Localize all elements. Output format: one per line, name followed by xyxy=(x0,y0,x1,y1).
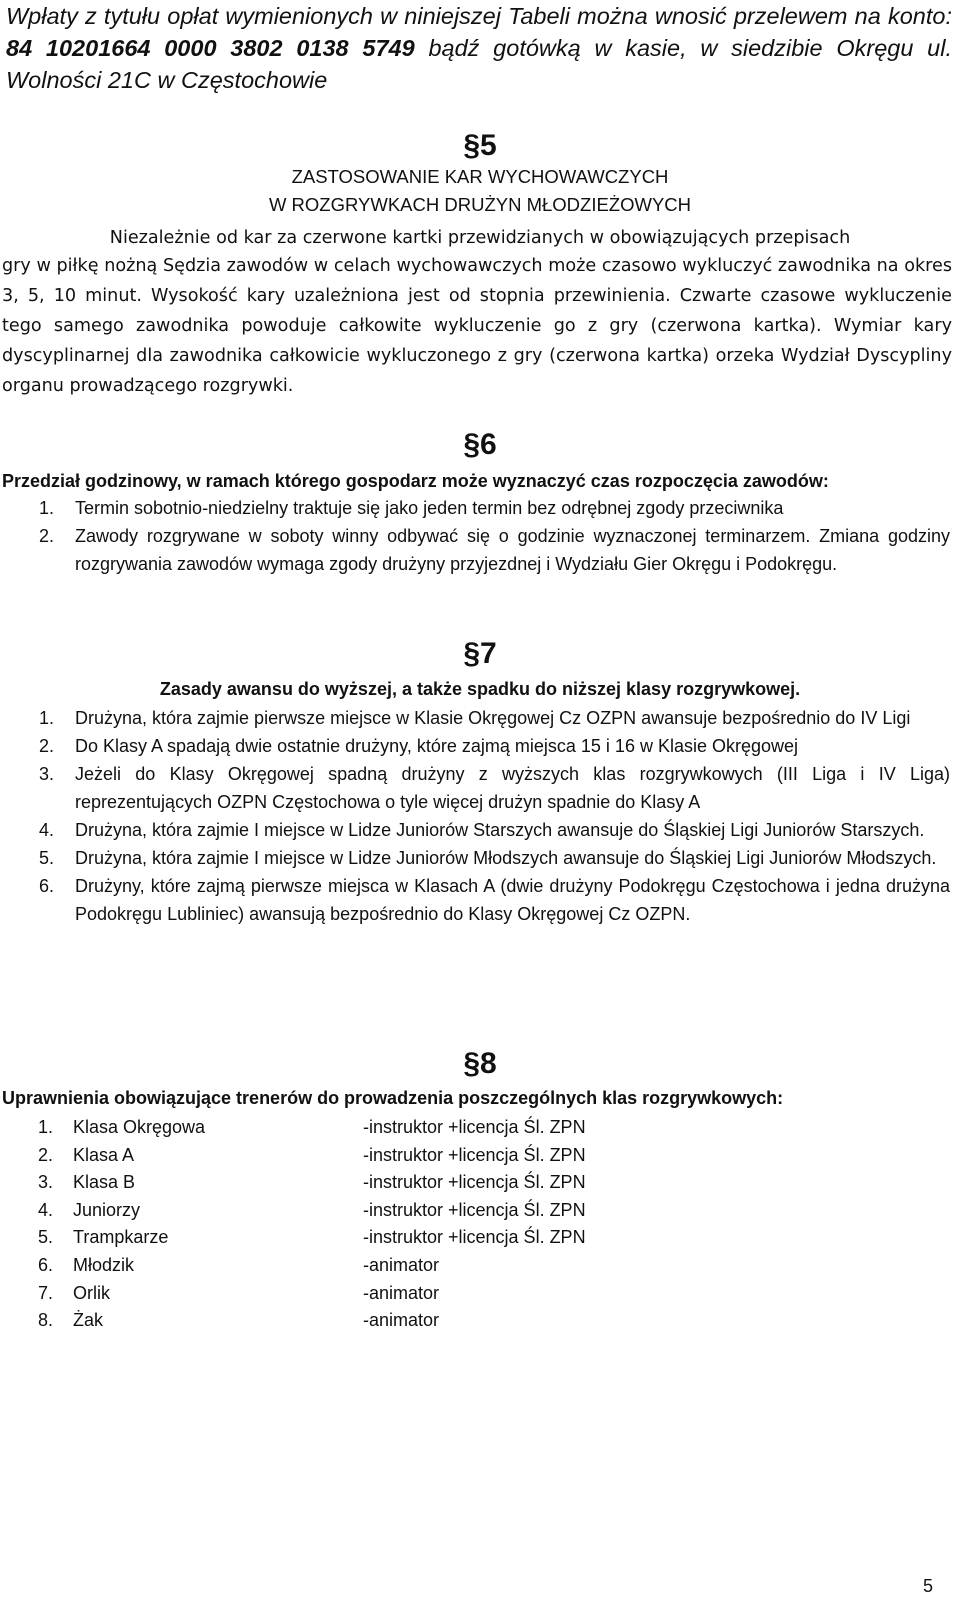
section-5-title: §5 xyxy=(463,129,497,162)
table-row: 2. Klasa A -instruktor +licencja Śl. ZPN xyxy=(0,1142,700,1170)
payment-info-paragraph xyxy=(6,0,952,96)
list-item: 2. Zawody rozgrywane w soboty winny odbywać się o godzinie wyznaczonej terminarzem. Zmiana godziny rozgrywania zawodów wymaga zgody drużyny przyjezdnej i Wydziału Gier Okręgu i Podokręgu. xyxy=(39,526,950,574)
section-8-heading: Uprawnienia obowiązujące trenerów do prowadzenia poszczególnych klas rozgrywkowych: xyxy=(2,1088,784,1108)
requirement: -animator xyxy=(363,1282,440,1303)
table-row: 5. Trampkarze -instruktor +licencja Śl. ZPN xyxy=(0,1224,700,1252)
payment-info-text-cont: bądź gotówką w kasie, w siedzibie Okręgu ul. Wolności 21C w Częstochowie xyxy=(6,35,952,93)
section-5-heading-line1: ZASTOSOWANIE KAR WYCHOWAWCZYCH xyxy=(291,166,669,187)
class-name: Klasa Okręgowa xyxy=(73,1117,206,1137)
class-name: Trampkarze xyxy=(73,1227,169,1248)
list-item: 6. Drużyny, które zajmą pierwsze miejsca w Klasach A (dwie drużyny Podokręgu Częstochowa i jedna drużyna Podokręgu Lubliniec) awansują bezpośrednio do Klasy Okręgowej Cz OZPN. xyxy=(39,876,950,924)
table-row: 6. Młodzik -animator xyxy=(0,1252,700,1280)
class-name: Klasa B xyxy=(73,1172,136,1193)
table-row: 1. Klasa Okręgowa -instruktor +licencja Śl. ZPN xyxy=(0,1114,700,1142)
bank-account-number: 84 10201664 0000 3802 0138 5749 xyxy=(6,35,415,61)
section-7-title: §7 xyxy=(463,637,497,670)
class-name: Juniorzy xyxy=(73,1199,141,1220)
section-5-heading-line2: W ROZGRYWKACH DRUŻYN MŁODZIEŻOWYCH xyxy=(268,194,692,215)
list-item: 5. Drużyna, która zajmie I miejsce w Lidze Juniorów Młodszych awansuje do Śląskiej Ligi Juniorów Młodszych. xyxy=(39,848,937,868)
list-item: 1. Drużyna, która zajmie pierwsze miejsce w Klasie Okręgowej Cz OZPN awansuje bezpośrednio do IV Ligi xyxy=(39,708,911,728)
requirement: -instruktor +licencja Śl. ZPN xyxy=(363,1172,586,1193)
list-item: 4. Drużyna, która zajmie I miejsce w Lidze Juniorów Starszych awansuje do Śląskiej Ligi Juniorów Starszych. xyxy=(39,820,925,840)
section-7-list xyxy=(2,704,950,928)
list-item: 3. Jeżeli do Klasy Okręgowej spadną drużyny z wyższych klas rozgrywkowych (III Liga i IV Liga) reprezentujących OZPN Częstochowa o tyle więcej drużyn spadnie do Klasy A xyxy=(39,764,950,812)
section-6-list xyxy=(2,494,950,578)
coach-requirements-table xyxy=(0,1114,700,1335)
class-name: Orlik xyxy=(73,1282,110,1303)
section-6-heading: Przedział godzinowy, w ramach którego gospodarz może wyznaczyć czas rozpoczęcia zawodów: xyxy=(2,471,829,491)
class-name: Młodzik xyxy=(73,1254,135,1275)
table-row: 7. Orlik -animator xyxy=(0,1280,700,1308)
table-row: 3. Klasa B -instruktor +licencja Śl. ZPN xyxy=(0,1169,700,1197)
page-number: 5 xyxy=(922,1576,933,1596)
list-item: 2. Do Klasy A spadają dwie ostatnie drużyny, które zajmą miejsca 15 i 16 w Klasie Okręgowej xyxy=(39,736,799,756)
class-name: Żak xyxy=(73,1310,104,1331)
class-name: Klasa A xyxy=(73,1144,135,1165)
requirement: -instruktor +licencja Śl. ZPN xyxy=(363,1199,586,1220)
requirement: -instruktor +licencja Śl. ZPN xyxy=(363,1227,586,1248)
section-5-first-line: Niezależnie od kar za czerwone kartki przewidzianych w obowiązujących przepisach xyxy=(109,228,851,248)
section-5-body xyxy=(2,251,952,401)
requirement: -animator xyxy=(363,1310,440,1331)
requirement: -instruktor +licencja Śl. ZPN xyxy=(363,1117,586,1137)
table-row: 8. Żak -animator xyxy=(0,1307,700,1335)
requirement: -animator xyxy=(363,1254,440,1275)
payment-info-text: Wpłaty z tytułu opłat wymienionych w niniejszej Tabeli można wnosić przelewem na konto: xyxy=(6,3,952,29)
section-5-text: gry w piłkę nożną Sędzia zawodów w celach wychowawczych może czasowo wykluczyć zawodnika na okres 3, 5, 10 minut. Wysokość kary uzależniona jest od stopnia przewinienia. Czwarte czasowe wykluczenie tego samego zawodnika powoduje całkowite wykluczenie go z gry (czerwona kartka). Wymiar kary dyscyplinarnej dla zawodnika całkowicie wykluczonego z gry (czerwona kartka) orzeka Wydział Dyscypliny organu prowadzącego rozgrywki. xyxy=(2,256,952,396)
section-8-title: §8 xyxy=(463,1047,497,1080)
list-item: 1. Termin sobotnio-niedzielny traktuje się jako jeden termin bez odrębnej zgody przeciwnika xyxy=(39,498,784,518)
requirement: -instruktor +licencja Śl. ZPN xyxy=(363,1144,586,1165)
section-6-title: §6 xyxy=(463,428,497,461)
table-row: 4. Juniorzy -instruktor +licencja Śl. ZPN xyxy=(0,1197,700,1225)
section-7-heading: Zasady awansu do wyższej, a także spadku do niższej klasy rozgrywkowej. xyxy=(159,679,801,699)
